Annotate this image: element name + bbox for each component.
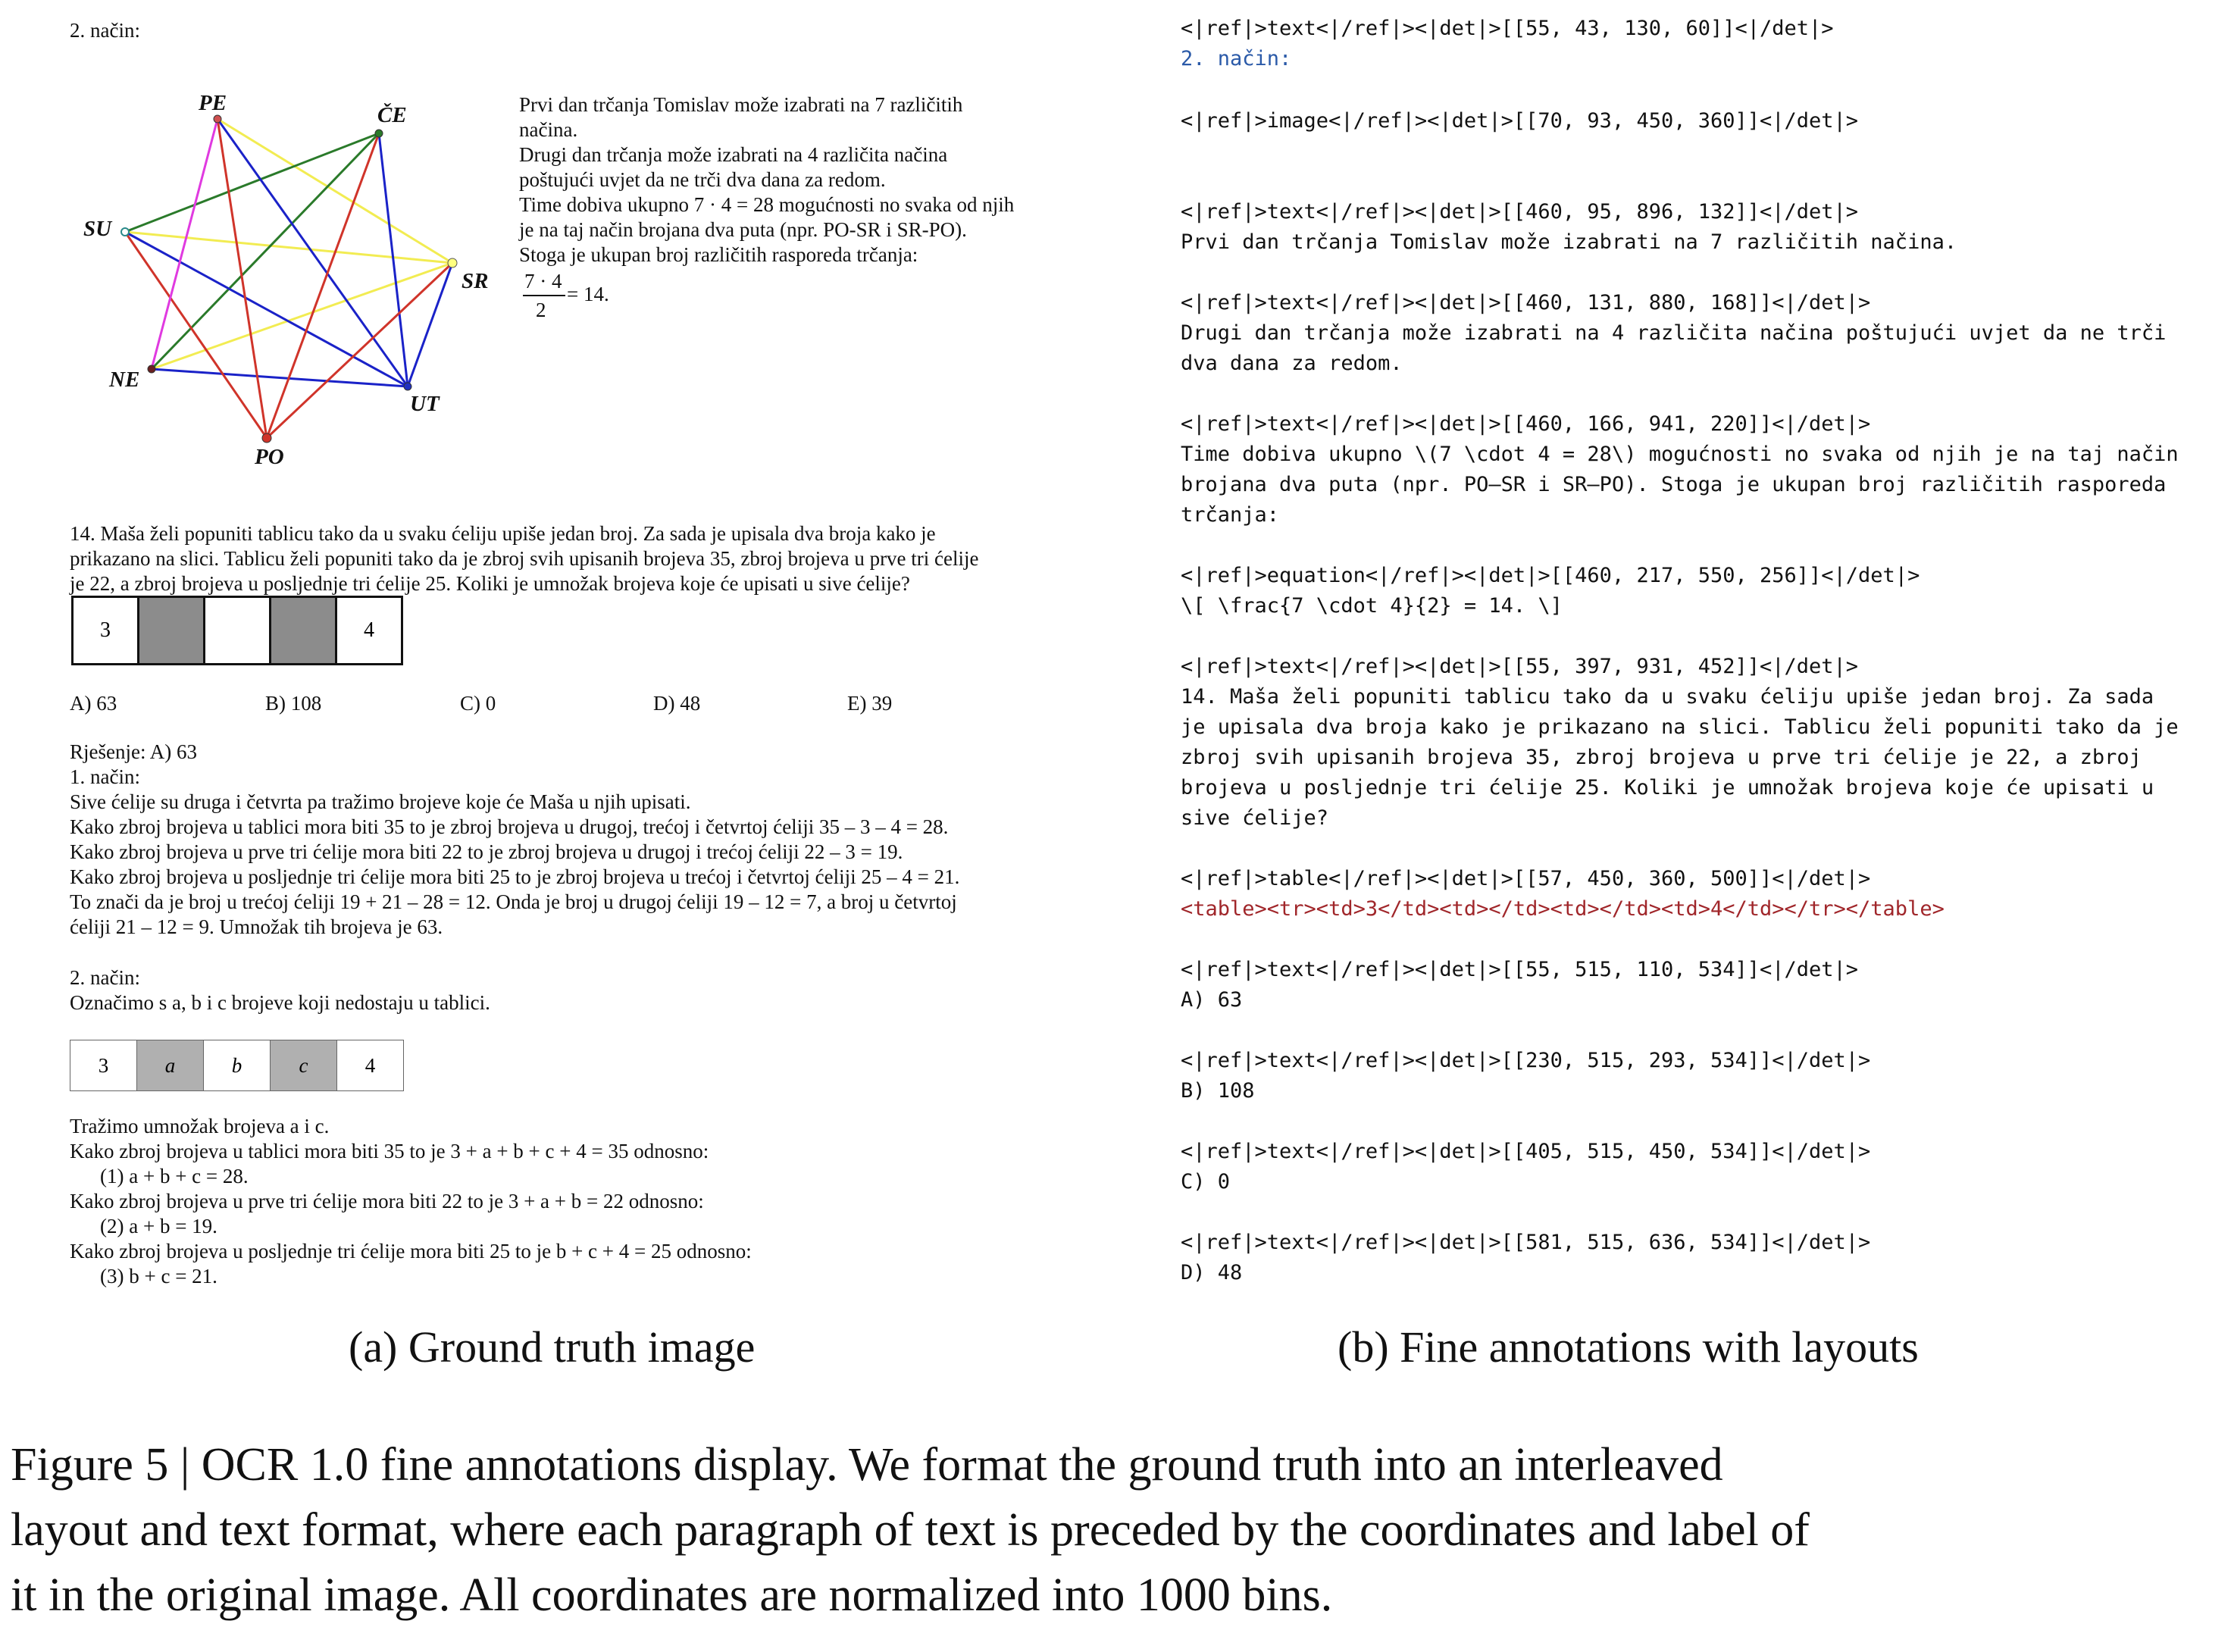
explanation-line: Time dobiva ukupno 7 · 4 = 28 mogućnosti no svaka od njih — [519, 193, 1015, 216]
solution2-line: (2) a + b = 19. — [100, 1215, 217, 1237]
annotation-tag: <|ref|>text<|/ref|><|det|>[[460, 166, 941, 220]]<|/det|> — [1181, 412, 1871, 436]
edge-su-ce — [125, 133, 379, 232]
ground-truth-panel — [0, 0, 1091, 1334]
fraction-bar — [523, 295, 565, 296]
annotation-text: Prvi dan trčanja Tomislav može izabrati na 7 različitih načina. — [1181, 230, 1957, 254]
annotation-tag: <|ref|>image<|/ref|><|det|>[[70, 93, 450, 360]]<|/det|> — [1181, 109, 1859, 133]
solution-line: Kako zbroj brojeva u tablici mora biti 35 to je zbroj brojeva u drugoj, trećoj i četvrtoj ćeliji 35 – 3 – 4 = 28. — [70, 815, 949, 838]
solution2-line: Kako zbroj brojeva u posljednje tri ćelije mora biti 25 to je b + c + 4 = 25 odnosno: — [70, 1240, 752, 1262]
solution2-intro: Označimo s a, b i c brojeve koji nedostaju u tablici. — [70, 991, 490, 1014]
solution-line: Kako zbroj brojeva u posljednje tri ćelije mora biti 25 to je zbroj brojeva u trećoj i četvrtoj ćeliji 25 – 4 = 21. — [70, 865, 960, 888]
edge-pe-sr — [217, 119, 452, 263]
table1-cell: 4 — [335, 596, 403, 665]
option-e: E) 39 — [847, 692, 893, 715]
option-d: D) 48 — [653, 692, 701, 715]
annotation-text: je upisala dva broja kako je prikazano na slici. Tablicu želi popuniti tako da je — [1181, 715, 2179, 739]
annotation-panel — [1167, 0, 2228, 1334]
table2-cell-gray: c — [270, 1040, 337, 1091]
annotation-tag: <|ref|>text<|/ref|><|det|>[[55, 43, 130, 60]]<|/det|> — [1181, 17, 1834, 40]
figure-caption-line: Figure 5 | OCR 1.0 fine annotations display. We format the ground truth into an interleaved — [11, 1439, 1723, 1491]
table2-cell: 4 — [336, 1040, 404, 1091]
node-label-sr: SR — [462, 269, 489, 293]
vertex-ut — [404, 383, 411, 390]
edge-sr-ut — [408, 263, 452, 386]
annotation-text: D) 48 — [1181, 1261, 1243, 1284]
table2-cell: b — [203, 1040, 271, 1091]
table2-cell: 3 — [70, 1040, 137, 1091]
vertex-ne — [148, 365, 155, 373]
figure-caption — [11, 1432, 2223, 1628]
node-label-ce: ČE — [377, 103, 407, 127]
annotation-text: brojana dva puta (npr. PO—SR i SR—PO). Stoga je ukupan broj različitih rasporeda — [1181, 473, 2167, 496]
node-label-su: SU — [83, 217, 112, 241]
fraction-denominator: 2 — [536, 299, 546, 321]
explanation-line: Prvi dan trčanja Tomislav može izabrati na 7 različitih — [519, 93, 963, 116]
vertex-po — [262, 433, 271, 443]
annotation-text: sive ćelije? — [1181, 806, 1329, 830]
annotation-text: 2. način: — [1181, 47, 1292, 70]
annotation-text: brojeva u posljednje tri ćelije 25. Koliki je umnožak brojeva koje će upisati u — [1181, 776, 2154, 799]
node-label-po: PO — [255, 445, 284, 469]
solution-line: Kako zbroj brojeva u prve tri ćelije mora biti 22 to je zbroj brojeva u drugoj i trećoj ćeliji 22 – 3 = 19. — [70, 840, 903, 863]
option-c: C) 0 — [460, 692, 496, 715]
option-a: A) 63 — [70, 692, 117, 715]
annotation-tag: <|ref|>text<|/ref|><|det|>[[460, 95, 896, 132]]<|/det|> — [1181, 200, 1859, 224]
solution2-heading: 2. način: — [70, 966, 140, 989]
solution2-line: Kako zbroj brojeva u prve tri ćelije mora biti 22 to je 3 + a + b = 22 odnosno: — [70, 1190, 704, 1212]
explanation-line: Drugi dan trčanja može izabrati na 4 različita načina — [519, 143, 948, 166]
annotation-text: Drugi dan trčanja može izabrati na 4 različita načina poštujući uvjet da ne trči — [1181, 321, 2167, 345]
explanation-line: Stoga je ukupan broj različitih rasporeda trčanja: — [519, 243, 918, 266]
annotation-tag: <|ref|>text<|/ref|><|det|>[[581, 515, 636, 534]]<|/det|> — [1181, 1231, 1871, 1254]
table1-cell — [203, 596, 271, 665]
annotation-tag: <|ref|>text<|/ref|><|det|>[[230, 515, 293, 534]]<|/det|> — [1181, 1049, 1871, 1072]
annotation-tag: <|ref|>text<|/ref|><|det|>[[405, 515, 450, 534]]<|/det|> — [1181, 1140, 1871, 1163]
figure-caption-line: layout and text format, where each paragraph of text is preceded by the coordinates and label of — [11, 1504, 1810, 1556]
node-label-ut: UT — [410, 392, 440, 416]
annotation-tag: <|ref|>text<|/ref|><|det|>[[55, 515, 110, 534]]<|/det|> — [1181, 958, 1859, 981]
problem-line: je 22, a zbroj brojeva u posljednje tri ćelije 25. Koliki je umnožak brojeva koje će upisati u sive ćelije? — [70, 572, 910, 595]
node-label-pe: PE — [199, 91, 227, 115]
explanation-line: poštujući uvjet da ne trči dva dana za redom. — [519, 168, 886, 191]
vertex-ce — [375, 130, 383, 137]
annotation-text: dva dana za redom. — [1181, 352, 1403, 375]
solution2-line: Kako zbroj brojeva u tablici mora biti 35 to je 3 + a + b + c + 4 = 35 odnosno: — [70, 1140, 709, 1162]
annotation-text: Time dobiva ukupno \(7 \cdot 4 = 28\) mogućnosti no svaka od njih je na taj način — [1181, 443, 2179, 466]
annotation-tag: <|ref|>table<|/ref|><|det|>[[57, 450, 360, 500]]<|/det|> — [1181, 867, 1871, 890]
annotation-equation: \[ \frac{7 \cdot 4}{2} = 14. \] — [1181, 594, 1563, 618]
edge-ce-ut — [379, 133, 408, 386]
edge-ne-ce — [152, 133, 379, 369]
table1-cell-gray — [269, 596, 337, 665]
solution-line: ćeliji 21 – 12 = 9. Umnožak tih brojeva je 63. — [70, 915, 443, 938]
problem-line: 14. Maša želi popuniti tablicu tako da u svaku ćeliju upiše jedan broj. Za sada je upisala dva broja kako je — [70, 522, 936, 545]
annotation-text: zbroj svih upisanih brojeva 35, zbroj brojeva u prve tri ćelije je 22, a zbroj — [1181, 746, 2142, 769]
solution2-line: (3) b + c = 21. — [100, 1265, 217, 1287]
edge-ne-sr — [152, 263, 452, 369]
edge-ce-po — [267, 133, 379, 438]
annotation-tag: <|ref|>equation<|/ref|><|det|>[[460, 217, 550, 256]]<|/det|> — [1181, 564, 1920, 587]
explanation-line: je na taj način brojana dva puta (npr. PO-SR i SR-PO). — [519, 218, 967, 241]
annotation-table-html: <table><tr><td>3</td><td></td><td></td><td>4</td></tr></table> — [1181, 897, 1945, 921]
solution-line: Rješenje: A) 63 — [70, 740, 197, 763]
annotation-text: B) 108 — [1181, 1079, 1255, 1103]
vertex-sr — [448, 258, 457, 268]
solution-line: To znači da je broj u trećoj ćeliji 19 + 21 – 28 = 12. Onda je broj u drugoj ćeliji 19 – 12 = 7, a broj u četvrtoj — [70, 890, 957, 913]
annotation-text: C) 0 — [1181, 1170, 1231, 1194]
fraction-result: = 14. — [567, 283, 609, 305]
solution2-line: Tražimo umnožak brojeva a i c. — [70, 1115, 330, 1137]
table1-cell: 3 — [71, 596, 139, 665]
annotation-tag: <|ref|>text<|/ref|><|det|>[[460, 131, 880, 168]]<|/det|> — [1181, 291, 1871, 314]
edge-pe-ne — [152, 119, 217, 369]
annotation-text: A) 63 — [1181, 988, 1243, 1012]
solution2-line: (1) a + b + c = 28. — [100, 1165, 249, 1187]
figure-caption-line: it in the original image. All coordinates are normalized into 1000 bins. — [11, 1569, 1333, 1621]
node-label-ne: NE — [109, 368, 140, 392]
option-b: B) 108 — [265, 692, 322, 715]
edge-pe-po — [217, 119, 267, 438]
annotation-text: 14. Maša želi popuniti tablicu tako da u svaku ćeliju upiše jedan broj. Za sada — [1181, 685, 2154, 709]
graph-edges — [125, 119, 452, 438]
edge-ne-ut — [152, 369, 408, 386]
subcaption-b: (b) Fine annotations with layouts — [1338, 1322, 1919, 1372]
vertex-pe — [214, 115, 221, 123]
vertex-su — [121, 228, 129, 236]
table2-cell-gray: a — [136, 1040, 204, 1091]
problem-line: prikazano na slici. Tablicu želi popuniti tako da je zbroj svih upisanih brojeva 35, zbroj brojeva u prve tri ćelije — [70, 547, 979, 570]
annotation-text: trčanja: — [1181, 503, 1280, 527]
annotation-tag: <|ref|>text<|/ref|><|det|>[[55, 397, 931, 452]]<|/det|> — [1181, 655, 1859, 678]
table1-cell-gray — [137, 596, 205, 665]
solution-line: 1. način: — [70, 765, 140, 788]
solution-line: Sive ćelije su druga i četvrta pa tražimo brojeve koje će Maša u njih upisati. — [70, 790, 691, 813]
heading-nacin-2: 2. način: — [70, 19, 140, 42]
explanation-line: načina. — [519, 118, 578, 141]
subcaption-a: (a) Ground truth image — [349, 1322, 756, 1372]
fraction-numerator: 7 · 4 — [524, 270, 562, 293]
graph-diagram — [0, 76, 515, 485]
